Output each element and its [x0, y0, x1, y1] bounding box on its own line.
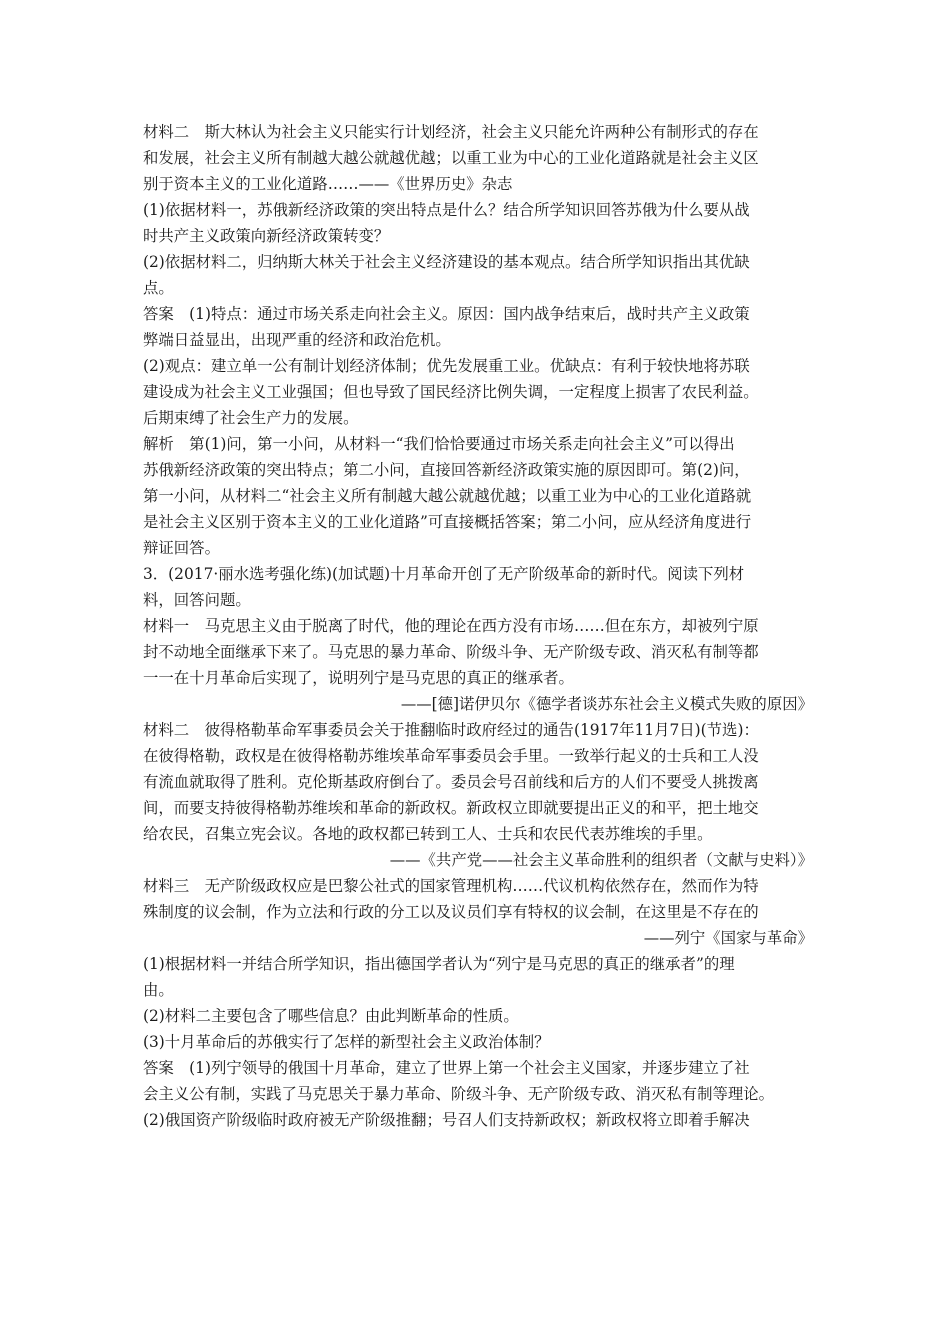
- text-line: 材料一 马克思主义由于脱离了时代，他的理论在西方没有市场……但在东方，却被列宁原: [143, 617, 759, 635]
- text-line: 辩证回答。: [143, 539, 220, 557]
- text-line: 苏俄新经济政策的突出特点；第二小问，直接回答新经济政策实施的原因即可。第(2)问，: [143, 461, 750, 479]
- text-line: 在彼得格勒，政权是在彼得格勒苏维埃革命军事委员会手里。一致举行起义的士兵和工人没: [143, 747, 759, 765]
- text-line: 答案 (1)列宁领导的俄国十月革命，建立了世界上第一个社会主义国家，并逐步建立了社: [143, 1059, 750, 1077]
- text-line: 别于资本主义的工业化道路……——《世界历史》杂志: [143, 175, 513, 193]
- text-line: 材料二 斯大林认为社会主义只能实行计划经济，社会主义只能允许两种公有制形式的存在: [143, 123, 759, 141]
- text-line: 时共产主义政策向新经济政策转变？: [143, 227, 390, 245]
- text-line: (1)依据材料一，苏俄新经济政策的突出特点是什么？结合所学知识回答苏俄为什么要从战: [143, 201, 750, 219]
- text-line: (2)依据材料二，归纳斯大林关于社会主义经济建设的基本观点。结合所学知识指出其优缺: [143, 253, 750, 271]
- text-line: 由。: [143, 981, 174, 999]
- text-line: 答案 (1)特点：通过市场关系走向社会主义。原因：国内战争结束后，战时共产主义政策: [143, 305, 750, 323]
- text-line: 封不动地全面继承下来了。马克思的暴力革命、阶级斗争、无产阶级专政、消灭私有制等都: [143, 643, 759, 661]
- text-line: (2)观点：建立单一公有制计划经济体制；优先发展重工业。优缺点：有利于较快地将苏联: [143, 357, 750, 375]
- document-body: [143, 119, 813, 1133]
- text-line: 有流血就取得了胜利。克伦斯基政府倒台了。委员会号召前线和后方的人们不要受人挑拨离: [143, 773, 759, 791]
- text-line: 建设成为社会主义工业强国；但也导致了国民经济比例失调，一定程度上损害了农民利益。: [143, 383, 759, 401]
- text-line: 解析 第(1)问，第一小问，从材料一“我们恰恰要通过市场关系走向社会主义”可以得出: [143, 435, 735, 453]
- text-line: 是社会主义区别于资本主义的工业化道路”可直接概括答案；第二小问，应从经济角度进行: [143, 513, 752, 531]
- text-line: (3)十月革命后的苏俄实行了怎样的新型社会主义政治体制？: [143, 1033, 550, 1051]
- text-line: 3．(2017·丽水选考强化练)(加试题)十月革命开创了无产阶级革命的新时代。阅读下列材: [143, 565, 745, 583]
- text-line: 一一在十月革命后实现了，说明列宁是马克思的真正的继承者。: [143, 669, 574, 687]
- text-line: (2)材料二主要包含了哪些信息？由此判断革命的性质。: [143, 1007, 519, 1025]
- text-line: (1)根据材料一并结合所学知识，指出德国学者认为“列宁是马克思的真正的继承者”的理: [143, 955, 735, 973]
- text-line: 弊端日益显出，出现严重的经济和政治危机。: [143, 331, 451, 349]
- text-line: 间，而要支持彼得格勒苏维埃和革命的新政权。新政权立即就要提出正义的和平，把土地交: [143, 799, 759, 817]
- text-line: 料，回答问题。: [143, 591, 251, 609]
- text-line: 和发展，社会主义所有制越大越公就越优越；以重工业为中心的工业化道路就是社会主义区: [143, 149, 759, 167]
- text-line: 会主义公有制，实践了马克思关于暴力革命、阶级斗争、无产阶级专政、消灭私有制等理论。: [143, 1085, 775, 1103]
- citation-line: ——列宁《国家与革命》: [643, 929, 813, 947]
- text-line: 材料二 彼得格勒革命军事委员会关于推翻临时政府经过的通告(1917年11月7日)(节选)：: [143, 721, 759, 739]
- text-line: 第一小问，从材料二“社会主义所有制越大越公就越优越；以重工业为中心的工业化道路就: [143, 487, 752, 505]
- text-line: 殊制度的议会制，作为立法和行政的分工以及议员们享有特权的议会制，在这里是不存在的: [143, 903, 759, 921]
- text-line: 后期束缚了社会生产力的发展。: [143, 409, 359, 427]
- citation-line: ——[德]诺伊贝尔《德学者谈苏东社会主义模式失败的原因》: [400, 695, 813, 713]
- text-line: 给农民，召集立宪会议。各地的政权都已转到工人、士兵和农民代表苏维埃的手里。: [143, 825, 713, 843]
- text-line: 材料三 无产阶级政权应是巴黎公社式的国家管理机构……代议机构依然存在，然而作为特: [143, 877, 759, 895]
- text-line: 点。: [143, 279, 174, 297]
- text-line: (2)俄国资产阶级临时政府被无产阶级推翻；号召人们支持新政权；新政权将立即着手解决: [143, 1111, 750, 1129]
- citation-line: ——《共产党——社会主义革命胜利的组织者（文献与史料）》: [389, 851, 813, 869]
